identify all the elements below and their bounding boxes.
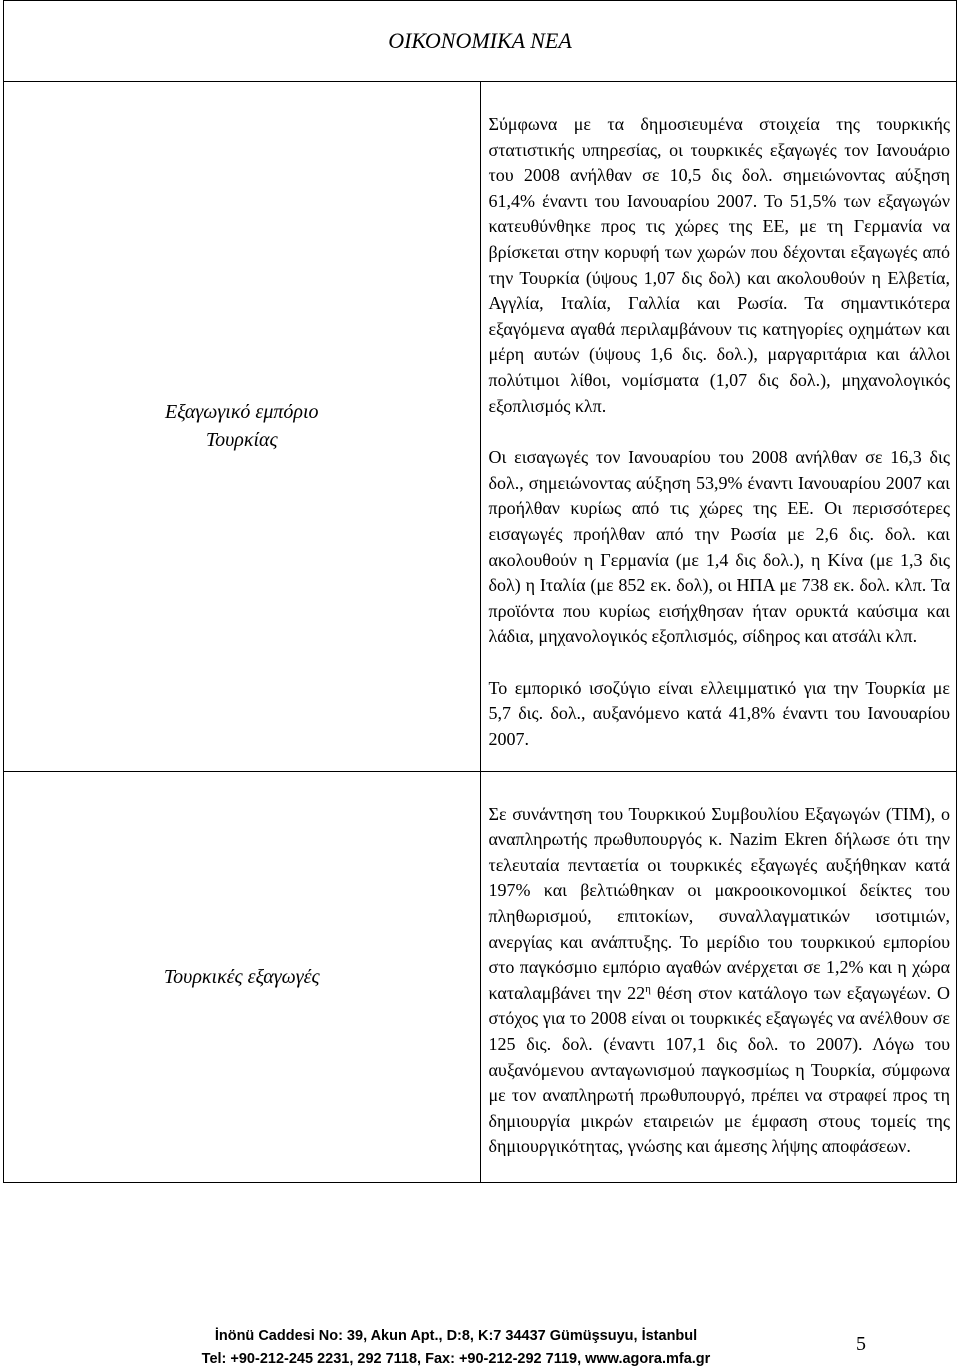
section-content-export-trade: [480, 82, 957, 772]
paragraph-trade-balance: Το εμπορικό ισοζύγιο είναι ελλειμματικό για την Τουρκία με 5,7 δις. δολ., αυξανόμενο κατά 41,8% έναντι του Ιανουαρίου 2007.: [488, 677, 950, 750]
footer-address: İnönü Caddesi No: 39, Akun Apt., D:8, K:7 34437 Gümüşsuyu, İstanbul: [214, 1328, 698, 1344]
section-label-line: Τουρκίας: [205, 429, 278, 452]
paragraph-tim-meeting: [489, 802, 951, 1160]
ordinal-superscript: η: [645, 982, 651, 995]
paragraph-text: θέση στον κατάλογο των εξαγωγέων. Ο στόχος για το 2008 είναι οι τουρκικές εξαγωγές να ανέλθουν σε 125 δις. δολ. (έναντι 107,1 δις δολ. το 2007). Λόγω του αυξανόμενου ανταγωνισμού παγκοσμίως η Τουρκία, σύμφωνα με τον αναπληρωτή πρωθυπουργό, πρέπει να στραφεί προς τη δημιουργία μικρών εταιρειών με έμφαση στους τομείς της δημιουργικότητας, γνώσης και άμεσης λήψης αποφάσεων.: [488, 982, 950, 1157]
section-label-line: Εξαγωγικό εμπόριο: [164, 401, 319, 424]
section-label-export-trade: [4, 82, 481, 772]
page-number: 5: [856, 1333, 866, 1355]
section-row-export-trade: [4, 82, 957, 772]
paragraph-imports: Οι εισαγωγές τον Ιανουαρίου του 2008 ανήλθαν σε 16,3 δις δολ., σημειώνοντας αύξηση 53,9% έναντι Ιανουαρίου 2007 και προήλθαν κυρίως από τις χώρες της ΕΕ. Οι περισσότερες εισαγωγές προήλθαν από την Ρωσία με 2,6 δις. δολ. και ακολουθούν η Γερμανία (με 1,4 δις δολ.), η Κίνα (με 1,3 δις δολ) η Ιταλία (με 852 εκ. δολ), οι ΗΠΑ με 738 εκ. δολ. κλπ. Τα προϊόντα που κυρίως εισήχθησαν ήταν ορυκτά καύσιμα και λάδια, μηχανολογικός εξοπλισμός, σίδηρος και ατσάλι κλπ.: [488, 447, 950, 647]
paragraph-text: Σε συνάντηση του Τουρκικού Συμβουλίου Εξαγωγών (TIM), ο αναπληρωτής πρωθυπουργός κ. Nazim Ekren δήλωσε ότι την τελευταία πενταετία οι τουρκικές εξαγωγές αυξήθηκαν κατά 197% και βελτιώθηκαν οι μακροοικονομικοί δείκτες του πληθωρισμού, επιτοκίων, συναλλαγματικών ισοτιμιών, ανεργίας και ανάπτυξης. Το μερίδιο του τουρκικού εμπορίου στο παγκόσμιο εμπόριο αγαθών ανέρχεται σε 1,2% και η χώρα καταλαμβάνει την 22: [488, 803, 950, 1003]
newsletter-table: [3, 0, 957, 1183]
footer-contact: Tel: +90-212-245 2231, 292 7118, Fax: +90-212-292 7119, www.agora.mfa.gr: [201, 1351, 711, 1367]
page-title: ΟΙΚΟΝΟΜΙΚΑ ΝΕΑ: [4, 1, 957, 82]
paragraph-exports: Σύμφωνα με τα δημοσιευμένα στοιχεία της τουρκικής στατιστικής υπηρεσίας, οι τουρκικές εξαγωγές τον Ιανουάριο του 2008 ανήλθαν σε 10,5 δις δολ. σημειώνοντας αύξηση 61,4% έναντι του Ιανουαρίου 2007. Το 51,5% των εξαγωγών κατευθύνθηκε προς τις χώρες της ΕΕ, με τη Γερμανία να βρίσκεται στην κορυφή των χωρών που δέχονται εξαγωγές από την Τουρκία (ύψους 1,07 δις δολ) και ακολουθούν η Ελβετία, Αγγλία, Ιταλία, Γαλλία και Ρωσία. Τα σημαντικότερα εξαγόμενα αγαθά περιλαμβάνουν τις κατηγορίες οχημάτων και μέρη αυτών (ύψους 1,6 δις. δολ.), μαργαριτάρια και άλλοι πολύτιμοι λίθοι, νομίσματα (1,07 δις δολ.), μηχανολογικός εξοπλισμός κλπ.: [488, 114, 950, 416]
footer-contact-block: [176, 1325, 736, 1371]
section-content-turkish-exports: [480, 771, 957, 1182]
page-footer: [0, 1325, 960, 1369]
header-row: [4, 1, 957, 82]
section-label-turkish-exports: Τουρκικές εξαγωγές: [4, 771, 481, 1182]
section-row-turkish-exports: [4, 771, 957, 1182]
